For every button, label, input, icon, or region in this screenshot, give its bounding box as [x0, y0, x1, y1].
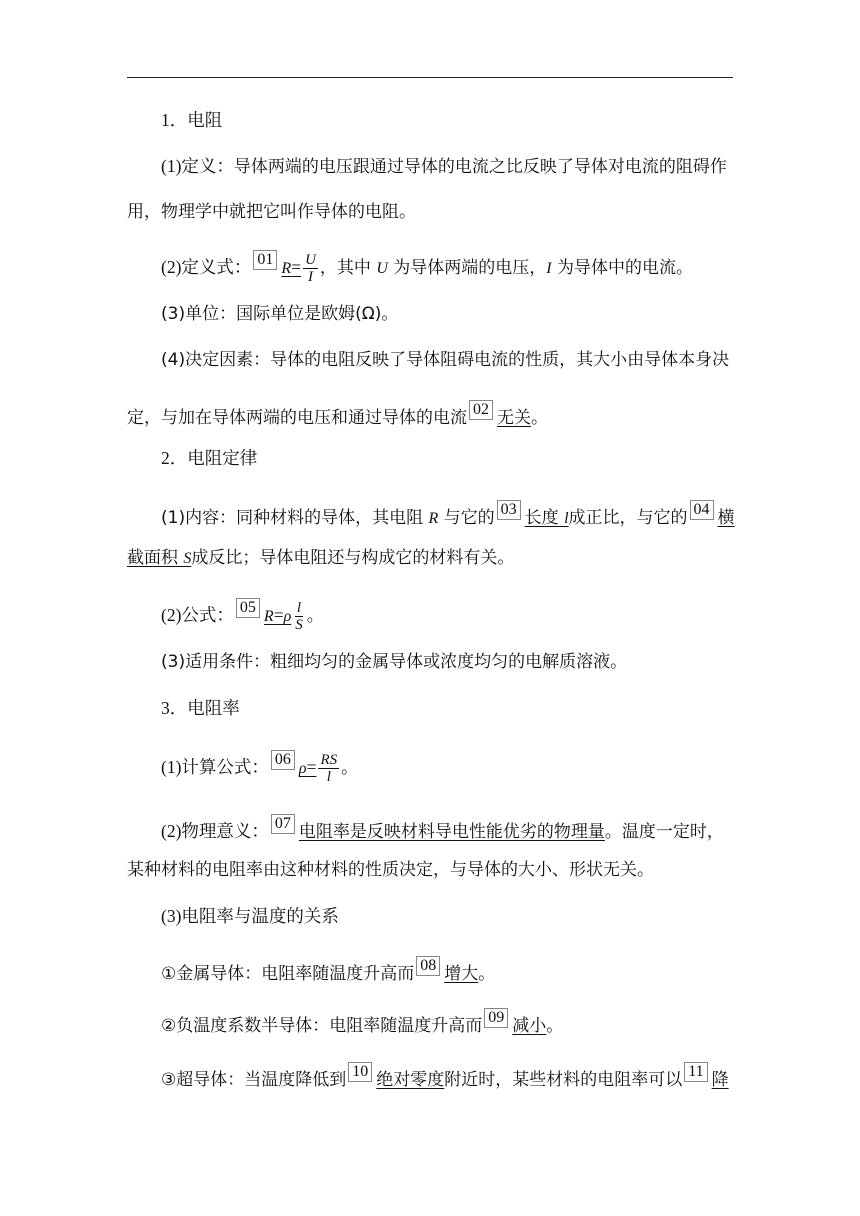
- section-3-title: 3．电阻率: [161, 698, 240, 718]
- answer-01: R= $\frac{U}{I}$: [281, 251, 316, 285]
- blank-03: 03: [497, 500, 521, 520]
- blank-05: 05: [236, 598, 260, 618]
- metal-line: ①金属导体：电阻率随温度升高而 08 增大。: [161, 957, 496, 984]
- answer-09: 减小: [512, 1016, 547, 1036]
- content-line-1: (1)内容：同种材料的导体，其电阻 R 与它的 03 长度 l成正比，与它的 04 横: [161, 501, 735, 528]
- answer-02: 无关: [497, 408, 531, 428]
- answer-04a: 横: [717, 508, 735, 528]
- condition-line: (3)适用条件：粗细均匀的金属导体或浓度均匀的电解质溶液。: [161, 652, 628, 672]
- blank-08: 08: [416, 956, 440, 976]
- answer-06: ρ= $\frac{RS}{l}$: [298, 751, 338, 785]
- blank-11: 11: [684, 1062, 707, 1082]
- blank-10: 10: [348, 1062, 372, 1082]
- answer-03: 长度 l: [524, 508, 569, 528]
- answer-04b: 截面积 S: [127, 548, 192, 568]
- section-1-title: 1．电阻: [161, 110, 223, 130]
- temperature-title: (3)电阻率与温度的关系: [161, 906, 339, 926]
- fraction-l-over-s: $\frac{l}{S}$: [295, 599, 303, 633]
- blank-09: 09: [484, 1008, 508, 1028]
- definition-line-1: (1)定义：导体两端的电压跟通过导体的电流之比反映了导体对电流的阻碍作: [161, 156, 727, 177]
- blank-02: 02: [469, 400, 493, 420]
- definition-line-2: 用，物理学中就把它叫作导体的电阻。: [127, 202, 416, 222]
- factor-line-2: 定，与加在导体两端的电压和通过导体的电流 02 无关。: [127, 401, 548, 428]
- law-formula-line: (2)公式： 05R=ρ $\frac{l}{S}$ 。: [161, 599, 324, 633]
- semiconductor-line: ②负温度系数半导体：电阻率随温度升高而 09 减小。: [161, 1009, 564, 1036]
- answer-05: R=ρ $\frac{l}{S}$: [263, 599, 303, 633]
- section-2-title: 2．电阻定律: [161, 448, 258, 468]
- content-line-2: 截面积 S成反比；导体电阻还与构成它的材料有关。: [127, 548, 515, 568]
- blank-07: 07: [271, 814, 295, 834]
- header-rule: [127, 77, 733, 78]
- answer-07: 电阻率是反映材料导电性能优劣的物理量: [298, 822, 605, 842]
- blank-06: 06: [271, 750, 295, 770]
- fraction-u-over-i: $\frac{U}{I}$: [305, 251, 316, 285]
- answer-11: 降: [711, 1070, 729, 1090]
- fraction-rs-over-l: $\frac{RS}{l}$: [320, 751, 338, 785]
- resistivity-formula-line: (1)计算公式： 06ρ= $\frac{RS}{l}$ 。: [161, 751, 359, 785]
- superconductor-line: ③超导体：当温度降低到 10 绝对零度附近时，某些材料的电阻率可以 11 降: [161, 1063, 729, 1090]
- unit-line: (3)单位：国际单位是欧姆(Ω)。: [161, 304, 399, 324]
- answer-08: 增大: [444, 964, 479, 984]
- blank-04: 04: [690, 500, 714, 520]
- answer-10: 绝对零度: [376, 1070, 445, 1090]
- blank-01: 01: [253, 250, 277, 270]
- meaning-line-2: 某种材料的电阻率由这种材料的性质决定，与导体的大小、形状无关。: [127, 860, 654, 880]
- definition-formula-line: (2)定义式： 01R= $\frac{U}{I}$ ，其中 U 为导体两端的电压，I 为导体中的电流。: [161, 251, 694, 285]
- meaning-line-1: (2)物理意义： 07 电阻率是反映材料导电性能优劣的物理量。温度一定时，: [161, 815, 724, 842]
- factor-line-1: (4)决定因素：导体的电阻反映了导体阻碍电流的性质，其大小由导体本身决: [161, 350, 730, 370]
